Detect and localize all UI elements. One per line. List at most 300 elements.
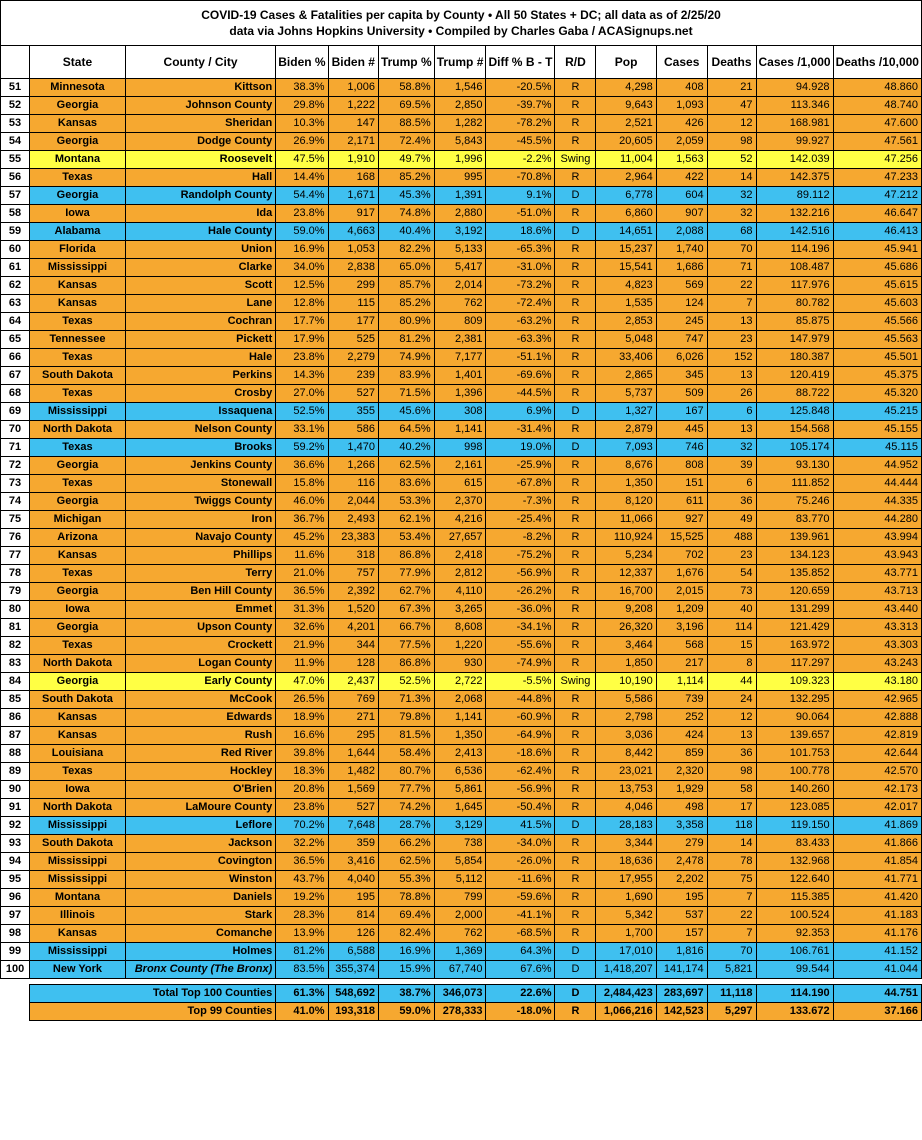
cell-biden-num: 769 <box>328 691 378 709</box>
cell-cases-per-1000: 120.659 <box>756 583 833 601</box>
cell-biden-pct: 16.9% <box>276 241 328 259</box>
cell-biden-pct: 11.6% <box>276 547 328 565</box>
row-index: 68 <box>1 385 30 403</box>
cell-cases-per-1000: 105.174 <box>756 439 833 457</box>
cell-deaths-per-10000: 45.563 <box>833 331 921 349</box>
cell-biden-num: 4,663 <box>328 223 378 241</box>
table-body <box>1 79 922 1021</box>
cell-cases: 1,209 <box>656 601 707 619</box>
cell-cases-per-1000: 117.297 <box>756 655 833 673</box>
cell-trump-num: 738 <box>434 835 486 853</box>
cell-deaths: 71 <box>707 259 756 277</box>
cell-diff: -31.0% <box>486 259 555 277</box>
cell-trump-num: 1,996 <box>434 151 486 169</box>
cell-deaths-per-10000: 45.501 <box>833 349 921 367</box>
cell-biden-pct: 12.8% <box>276 295 328 313</box>
cell-cases: 445 <box>656 421 707 439</box>
cell-cases: 1,114 <box>656 673 707 691</box>
cell-rd: D <box>555 403 596 421</box>
cell-state: Georgia <box>30 457 126 475</box>
row-index: 81 <box>1 619 30 637</box>
cell-state: Illinois <box>30 907 126 925</box>
cell-trump-num: 4,110 <box>434 583 486 601</box>
totals-spacer-cell <box>1 985 30 1003</box>
cell-pop: 20,605 <box>596 133 656 151</box>
cell-trump-pct: 15.9% <box>378 961 434 979</box>
cell-rd: R <box>555 637 596 655</box>
cell-cases: 1,686 <box>656 259 707 277</box>
row-index: 77 <box>1 547 30 565</box>
cell-county: LaMoure County <box>125 799 275 817</box>
cell-cases: 498 <box>656 799 707 817</box>
cell-pop: 11,004 <box>596 151 656 169</box>
totals-deaths: 5,297 <box>707 1003 756 1021</box>
cell-rd: R <box>555 511 596 529</box>
cell-biden-pct: 18.3% <box>276 763 328 781</box>
cell-rd: R <box>555 421 596 439</box>
row-index: 85 <box>1 691 30 709</box>
cell-deaths-per-10000: 43.180 <box>833 673 921 691</box>
cell-county: Early County <box>125 673 275 691</box>
table-row <box>1 871 922 889</box>
cell-county: McCook <box>125 691 275 709</box>
cell-cases: 124 <box>656 295 707 313</box>
cell-state: Texas <box>30 439 126 457</box>
cell-trump-num: 1,141 <box>434 421 486 439</box>
cell-deaths-per-10000: 45.375 <box>833 367 921 385</box>
cell-cases: 3,358 <box>656 817 707 835</box>
row-index: 90 <box>1 781 30 799</box>
cell-state: Georgia <box>30 187 126 205</box>
cell-cases-per-1000: 99.544 <box>756 961 833 979</box>
cell-state: Texas <box>30 763 126 781</box>
cell-deaths: 32 <box>707 205 756 223</box>
cell-diff: -74.9% <box>486 655 555 673</box>
cell-cases: 611 <box>656 493 707 511</box>
cell-county: Hockley <box>125 763 275 781</box>
row-index: 91 <box>1 799 30 817</box>
cell-pop: 2,865 <box>596 367 656 385</box>
cell-biden-num: 355 <box>328 403 378 421</box>
cell-cases-per-1000: 117.976 <box>756 277 833 295</box>
cell-trump-pct: 74.8% <box>378 205 434 223</box>
cell-diff: -55.6% <box>486 637 555 655</box>
cell-state: Kansas <box>30 295 126 313</box>
row-index: 63 <box>1 295 30 313</box>
row-index: 75 <box>1 511 30 529</box>
cell-deaths-per-10000: 47.600 <box>833 115 921 133</box>
row-index: 92 <box>1 817 30 835</box>
cell-diff: -26.2% <box>486 583 555 601</box>
cell-biden-num: 2,044 <box>328 493 378 511</box>
cell-trump-pct: 77.7% <box>378 781 434 799</box>
cell-cases-per-1000: 80.782 <box>756 295 833 313</box>
cell-cases-per-1000: 109.323 <box>756 673 833 691</box>
cell-state: Kansas <box>30 727 126 745</box>
cell-county: Union <box>125 241 275 259</box>
totals-biden-pct: 41.0% <box>276 1003 328 1021</box>
cell-rd: R <box>555 547 596 565</box>
cell-state: Michigan <box>30 511 126 529</box>
totals-cases: 283,697 <box>656 985 707 1003</box>
cell-trump-num: 67,740 <box>434 961 486 979</box>
cell-cases: 702 <box>656 547 707 565</box>
cell-deaths-per-10000: 41.420 <box>833 889 921 907</box>
cell-county: Cochran <box>125 313 275 331</box>
cell-pop: 1,418,207 <box>596 961 656 979</box>
cell-county: Terry <box>125 565 275 583</box>
cell-cases-per-1000: 115.385 <box>756 889 833 907</box>
cell-state: Montana <box>30 889 126 907</box>
cell-county: Covington <box>125 853 275 871</box>
cell-deaths-per-10000: 42.965 <box>833 691 921 709</box>
table-row <box>1 817 922 835</box>
table-row <box>1 853 922 871</box>
cell-cases-per-1000: 154.568 <box>756 421 833 439</box>
table-row <box>1 79 922 97</box>
cell-cases-per-1000: 139.657 <box>756 727 833 745</box>
cell-pop: 33,406 <box>596 349 656 367</box>
cell-county: Hale County <box>125 223 275 241</box>
cell-rd: Swing <box>555 673 596 691</box>
col-header-pop: Pop <box>596 46 656 79</box>
cell-rd: R <box>555 925 596 943</box>
cell-trump-num: 5,861 <box>434 781 486 799</box>
cell-biden-num: 525 <box>328 331 378 349</box>
cell-trump-pct: 66.2% <box>378 835 434 853</box>
cell-trump-num: 2,068 <box>434 691 486 709</box>
cell-trump-pct: 69.4% <box>378 907 434 925</box>
cell-biden-pct: 23.8% <box>276 799 328 817</box>
cell-state: Texas <box>30 475 126 493</box>
cell-biden-num: 4,201 <box>328 619 378 637</box>
cell-biden-num: 177 <box>328 313 378 331</box>
cell-deaths: 14 <box>707 835 756 853</box>
cell-diff: -62.4% <box>486 763 555 781</box>
cell-trump-pct: 88.5% <box>378 115 434 133</box>
table-row <box>1 781 922 799</box>
cell-trump-pct: 67.3% <box>378 601 434 619</box>
cell-trump-num: 2,880 <box>434 205 486 223</box>
cell-deaths: 152 <box>707 349 756 367</box>
cell-pop: 6,860 <box>596 205 656 223</box>
row-index: 65 <box>1 331 30 349</box>
table-row <box>1 583 922 601</box>
cell-cases: 2,059 <box>656 133 707 151</box>
cell-deaths-per-10000: 45.603 <box>833 295 921 313</box>
cell-biden-num: 527 <box>328 385 378 403</box>
cell-biden-num: 757 <box>328 565 378 583</box>
row-index: 71 <box>1 439 30 457</box>
cell-cases: 245 <box>656 313 707 331</box>
totals-deaths-per-10000: 44.751 <box>833 985 921 1003</box>
cell-deaths: 114 <box>707 619 756 637</box>
cell-biden-num: 1,520 <box>328 601 378 619</box>
cell-rd: R <box>555 871 596 889</box>
cell-diff: -67.8% <box>486 475 555 493</box>
cell-trump-num: 1,645 <box>434 799 486 817</box>
col-header-cases-per-1000: Cases /1,000 <box>756 46 833 79</box>
cell-deaths: 98 <box>707 763 756 781</box>
cell-trump-pct: 62.1% <box>378 511 434 529</box>
cell-biden-num: 344 <box>328 637 378 655</box>
cell-trump-pct: 16.9% <box>378 943 434 961</box>
cell-rd: R <box>555 457 596 475</box>
cell-biden-num: 1,671 <box>328 187 378 205</box>
cell-biden-num: 2,838 <box>328 259 378 277</box>
cell-state: Mississippi <box>30 403 126 421</box>
cell-county: Emmet <box>125 601 275 619</box>
cell-cases: 808 <box>656 457 707 475</box>
cell-cases-per-1000: 100.524 <box>756 907 833 925</box>
totals-biden-num: 548,692 <box>328 985 378 1003</box>
cell-cases-per-1000: 89.112 <box>756 187 833 205</box>
cell-trump-num: 762 <box>434 925 486 943</box>
cell-state: Minnesota <box>30 79 126 97</box>
cell-pop: 5,342 <box>596 907 656 925</box>
row-index: 99 <box>1 943 30 961</box>
cell-deaths-per-10000: 43.994 <box>833 529 921 547</box>
cell-deaths-per-10000: 45.686 <box>833 259 921 277</box>
cell-pop: 17,010 <box>596 943 656 961</box>
cell-pop: 3,344 <box>596 835 656 853</box>
cell-cases: 1,676 <box>656 565 707 583</box>
cell-deaths-per-10000: 44.952 <box>833 457 921 475</box>
table-row <box>1 169 922 187</box>
cell-biden-num: 126 <box>328 925 378 943</box>
cell-county: Hall <box>125 169 275 187</box>
cell-deaths: 17 <box>707 799 756 817</box>
cell-deaths-per-10000: 45.155 <box>833 421 921 439</box>
cell-deaths-per-10000: 45.566 <box>833 313 921 331</box>
cell-diff: -36.0% <box>486 601 555 619</box>
cell-deaths-per-10000: 46.647 <box>833 205 921 223</box>
cell-deaths: 70 <box>707 241 756 259</box>
cell-rd: R <box>555 727 596 745</box>
cell-cases-per-1000: 125.848 <box>756 403 833 421</box>
cell-pop: 11,066 <box>596 511 656 529</box>
cell-deaths: 75 <box>707 871 756 889</box>
cell-trump-pct: 85.2% <box>378 169 434 187</box>
cell-cases-per-1000: 75.246 <box>756 493 833 511</box>
cell-county: Roosevelt <box>125 151 275 169</box>
totals-pop: 2,484,423 <box>596 985 656 1003</box>
cell-diff: 19.0% <box>486 439 555 457</box>
cell-biden-pct: 16.6% <box>276 727 328 745</box>
cell-cases-per-1000: 94.928 <box>756 79 833 97</box>
row-index: 78 <box>1 565 30 583</box>
cell-biden-pct: 32.2% <box>276 835 328 853</box>
cell-rd: D <box>555 439 596 457</box>
cell-cases-per-1000: 106.761 <box>756 943 833 961</box>
cell-deaths-per-10000: 43.713 <box>833 583 921 601</box>
cell-biden-pct: 36.5% <box>276 583 328 601</box>
cell-deaths-per-10000: 44.280 <box>833 511 921 529</box>
cell-cases-per-1000: 83.433 <box>756 835 833 853</box>
cell-cases-per-1000: 119.150 <box>756 817 833 835</box>
cell-cases: 151 <box>656 475 707 493</box>
cell-rd: D <box>555 817 596 835</box>
table-row <box>1 745 922 763</box>
cell-county: Iron <box>125 511 275 529</box>
cell-cases-per-1000: 132.295 <box>756 691 833 709</box>
cell-deaths-per-10000: 41.044 <box>833 961 921 979</box>
cell-deaths-per-10000: 45.941 <box>833 241 921 259</box>
table-row <box>1 961 922 979</box>
cell-trump-num: 2,370 <box>434 493 486 511</box>
cell-trump-num: 2,413 <box>434 745 486 763</box>
cell-trump-pct: 69.5% <box>378 97 434 115</box>
cell-trump-num: 615 <box>434 475 486 493</box>
cell-biden-num: 168 <box>328 169 378 187</box>
cell-cases: 568 <box>656 637 707 655</box>
cell-trump-num: 2,812 <box>434 565 486 583</box>
cell-biden-pct: 29.8% <box>276 97 328 115</box>
cell-rd: R <box>555 745 596 763</box>
cell-biden-pct: 21.0% <box>276 565 328 583</box>
cell-deaths-per-10000: 43.303 <box>833 637 921 655</box>
cell-pop: 1,850 <box>596 655 656 673</box>
cell-trump-pct: 85.7% <box>378 277 434 295</box>
cell-state: Texas <box>30 565 126 583</box>
cell-county: Ida <box>125 205 275 223</box>
table-row <box>1 313 922 331</box>
cell-biden-pct: 23.8% <box>276 205 328 223</box>
cell-county: Crosby <box>125 385 275 403</box>
cell-deaths-per-10000: 41.866 <box>833 835 921 853</box>
cell-cases: 2,320 <box>656 763 707 781</box>
row-index: 98 <box>1 925 30 943</box>
table-row <box>1 799 922 817</box>
totals-deaths: 11,118 <box>707 985 756 1003</box>
cell-biden-pct: 36.7% <box>276 511 328 529</box>
cell-state: North Dakota <box>30 421 126 439</box>
cell-trump-num: 809 <box>434 313 486 331</box>
col-header-county: County / City <box>125 46 275 79</box>
cell-diff: -56.9% <box>486 565 555 583</box>
cell-deaths: 15 <box>707 637 756 655</box>
cell-cases-per-1000: 139.961 <box>756 529 833 547</box>
cell-cases: 1,929 <box>656 781 707 799</box>
cell-biden-pct: 28.3% <box>276 907 328 925</box>
cell-county: Dodge County <box>125 133 275 151</box>
cell-deaths-per-10000: 47.561 <box>833 133 921 151</box>
cell-rd: R <box>555 349 596 367</box>
cell-cases: 1,093 <box>656 97 707 115</box>
cell-diff: -26.0% <box>486 853 555 871</box>
cell-state: Georgia <box>30 493 126 511</box>
cell-biden-num: 318 <box>328 547 378 565</box>
totals-biden-num: 193,318 <box>328 1003 378 1021</box>
cell-diff: -65.3% <box>486 241 555 259</box>
cell-trump-pct: 71.5% <box>378 385 434 403</box>
cell-trump-pct: 62.5% <box>378 457 434 475</box>
cell-cases-per-1000: 123.085 <box>756 799 833 817</box>
cell-county: O'Brien <box>125 781 275 799</box>
cell-county: Bronx County (The Bronx) <box>125 961 275 979</box>
cell-deaths: 7 <box>707 925 756 943</box>
cell-trump-pct: 53.3% <box>378 493 434 511</box>
cell-biden-num: 2,493 <box>328 511 378 529</box>
table-row <box>1 115 922 133</box>
cell-trump-num: 1,141 <box>434 709 486 727</box>
table-title <box>1 1 922 46</box>
cell-trump-pct: 64.5% <box>378 421 434 439</box>
cell-trump-pct: 85.2% <box>378 295 434 313</box>
cell-biden-pct: 26.5% <box>276 691 328 709</box>
cell-trump-num: 1,282 <box>434 115 486 133</box>
cell-diff: -72.4% <box>486 295 555 313</box>
cell-rd: R <box>555 655 596 673</box>
cell-biden-num: 1,482 <box>328 763 378 781</box>
cell-trump-pct: 55.3% <box>378 871 434 889</box>
cell-rd: R <box>555 169 596 187</box>
cell-state: Alabama <box>30 223 126 241</box>
cell-state: Kansas <box>30 547 126 565</box>
cell-biden-num: 1,222 <box>328 97 378 115</box>
cell-trump-num: 5,133 <box>434 241 486 259</box>
cell-cases-per-1000: 134.123 <box>756 547 833 565</box>
cell-cases: 2,015 <box>656 583 707 601</box>
row-index: 51 <box>1 79 30 97</box>
cell-deaths: 21 <box>707 79 756 97</box>
cell-deaths-per-10000: 42.570 <box>833 763 921 781</box>
cell-state: New York <box>30 961 126 979</box>
title-row <box>1 1 922 46</box>
cell-state: Kansas <box>30 709 126 727</box>
col-header-biden-pct: Biden % <box>276 46 328 79</box>
cell-biden-num: 239 <box>328 367 378 385</box>
row-index: 80 <box>1 601 30 619</box>
cell-trump-num: 5,854 <box>434 853 486 871</box>
cell-trump-num: 1,396 <box>434 385 486 403</box>
cell-pop: 1,700 <box>596 925 656 943</box>
cell-diff: 18.6% <box>486 223 555 241</box>
cell-pop: 7,093 <box>596 439 656 457</box>
cell-diff: 41.5% <box>486 817 555 835</box>
cell-county: Issaquena <box>125 403 275 421</box>
row-index: 96 <box>1 889 30 907</box>
cell-state: Louisiana <box>30 745 126 763</box>
table-row <box>1 835 922 853</box>
cell-biden-num: 195 <box>328 889 378 907</box>
cell-trump-pct: 49.7% <box>378 151 434 169</box>
row-index: 70 <box>1 421 30 439</box>
cell-biden-pct: 83.5% <box>276 961 328 979</box>
cell-county: Randolph County <box>125 187 275 205</box>
row-index: 73 <box>1 475 30 493</box>
cell-pop: 18,636 <box>596 853 656 871</box>
row-index: 95 <box>1 871 30 889</box>
cell-rd: R <box>555 763 596 781</box>
cell-pop: 2,964 <box>596 169 656 187</box>
cell-deaths: 70 <box>707 943 756 961</box>
cell-county: Edwards <box>125 709 275 727</box>
cell-state: Texas <box>30 637 126 655</box>
cell-state: Iowa <box>30 781 126 799</box>
cell-biden-num: 2,392 <box>328 583 378 601</box>
col-header-state: State <box>30 46 126 79</box>
cell-rd: R <box>555 205 596 223</box>
cell-rd: R <box>555 475 596 493</box>
cell-biden-pct: 38.3% <box>276 79 328 97</box>
cell-trump-pct: 83.6% <box>378 475 434 493</box>
cell-deaths: 12 <box>707 709 756 727</box>
cell-state: Mississippi <box>30 853 126 871</box>
row-index: 55 <box>1 151 30 169</box>
cell-cases: 927 <box>656 511 707 529</box>
cell-diff: -45.5% <box>486 133 555 151</box>
